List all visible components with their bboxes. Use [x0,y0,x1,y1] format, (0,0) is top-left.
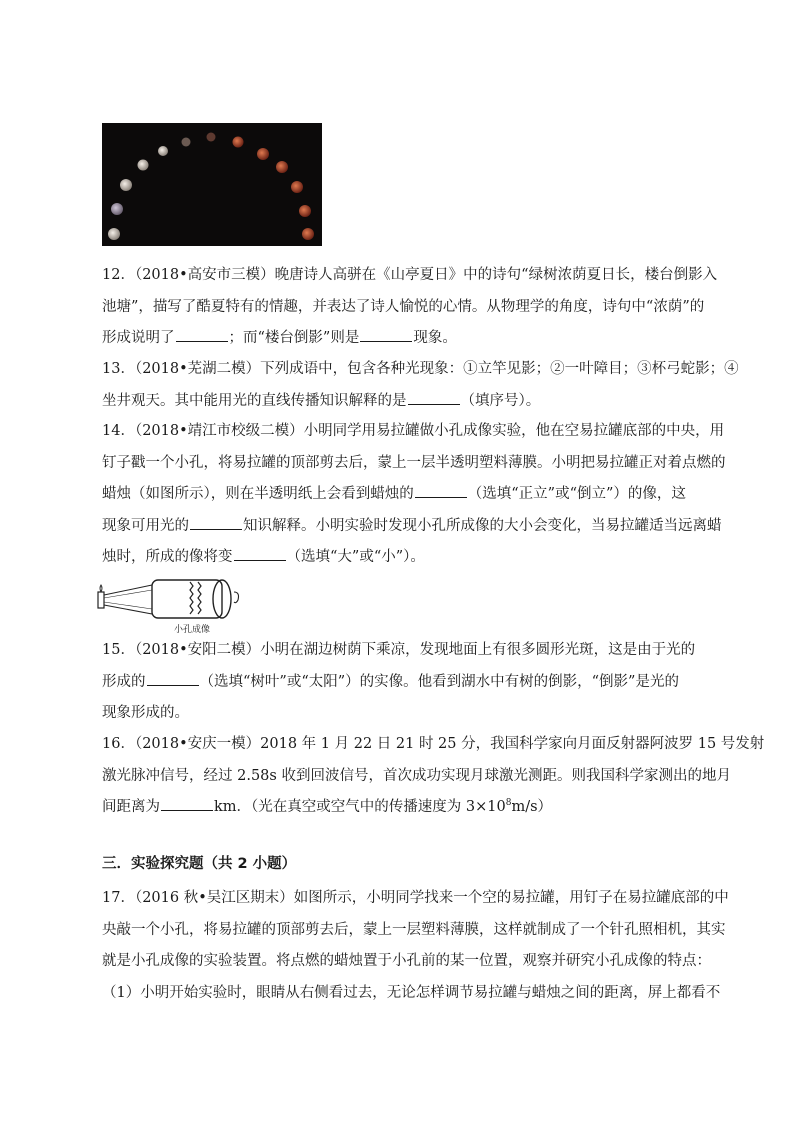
section-title: 三．实验探究题（共 2 小题） [102,856,297,872]
q17-line1: 17．（2016 秋•吴江区期末）如图所示，小明同学找来一个空的易拉罐，用钉子在易拉罐底部的中 [102,890,729,906]
q14-blank-2[interactable] [190,515,242,530]
q12-blank-2[interactable] [360,327,412,342]
q14-line1: 14．（2018•靖江市校级二模）小明同学用易拉罐做小孔成像实验，他在空易拉罐底部的中央，用 [102,423,725,439]
q14-line5: 烛时，所成的像将变 （选填“大”或“小”）。 [102,542,698,574]
q15-blank[interactable] [147,671,199,686]
q16-line1: 16．（2018•安庆一模）2018 年 1 月 22 日 21 时 25 分，我国科学家向月面反射器阿波罗 15 号发射 [102,736,765,752]
question-14 [102,416,726,574]
figure-caption: 小孔成像 [174,625,211,635]
pinhole-camera-diagram [94,572,244,636]
q15-line3: 现象形成的。 [102,705,189,721]
q13-blank[interactable] [408,390,460,405]
q16-line2: 激光脉冲信号，经过 2.58s 收到回波信号，首次成功实现月球激光测距。则我国科学家测出的地月 [102,767,731,784]
q13-line1: 13．（2018•芜湖二模）下列成语中，包含各种光现象：①立竿见影；②一叶障目；③杯弓蛇影；④ [102,361,739,377]
q14-line4: 现象可用光的 知识解释。小明实验时发现小孔所成像的大小会变化，当易拉罐适当远离蜡 [102,511,698,543]
eclipse-sequence-icon [102,123,322,246]
q12-line1: 12．（2018•高安市三模）晚唐诗人高骈在《山亭夏日》中的诗句“绿树浓荫夏日长，楼台倒影入 [102,267,718,283]
q12-line2: 池塘”，描写了酷夏特有的情趣，并表达了诗人愉悦的心情。从物理学的角度，诗句中“浓荫”的 [102,298,705,315]
q17-line4: （1）小明开始实验时，眼睛从右侧看过去，无论怎样调节易拉罐与蜡烛之间的距离，屏上都看不 [102,984,721,1001]
q17-line2: 央敲一个小孔，将易拉罐的顶部剪去后，蒙上一层塑料薄膜，这样就制成了一个针孔照相机，其实 [102,921,726,938]
q16-line3: 间距离为 km．（光在真空或空气中的传播速度为 $3\times 10^8m/s$） [102,792,698,824]
question-12 [102,260,718,355]
pinhole-camera-icon [94,572,244,636]
question-16 [102,729,765,824]
q12-blank-1[interactable] [176,327,228,342]
question-17 [102,883,729,1009]
q15-line1: 15．（2018•安阳二模）小明在湖边树荫下乘凉，发现地面上有很多圆形光斑，这是由于光的 [102,642,696,658]
q16-blank[interactable] [161,796,213,811]
q15-line2: 形成的 （选填“树叶”或“太阳”）的实像。他看到湖水中有树的倒影，“倒影”是光的 [102,667,698,699]
q14-line3: 蜡烛（如图所示），则在半透明纸上会看到蜡烛的 （选填“正立”或“倒立”）的像，这 [102,479,698,511]
q14-blank-3[interactable] [234,546,286,561]
lunar-eclipse-photo [102,123,322,246]
question-13 [102,354,739,417]
q17-line3: 就是小孔成像的实验装置。将点燃的蜡烛置于小孔前的某一位置，观察并研究小孔成像的特点： [102,953,711,969]
q14-blank-1[interactable] [415,483,467,498]
question-15 [102,635,698,730]
q13-line2: 坐井观天。其中能用光的直线传播知识解释的是 （填序号）。 [102,386,698,418]
q12-line3: 形成说明了 ；而“楼台倒影”则是 现象。 [102,323,698,355]
q14-line2: 钉子戳一个小孔，将易拉罐的顶部剪去后，蒙上一层半透明塑料薄膜。小明把易拉罐正对着点燃的 [102,454,726,471]
